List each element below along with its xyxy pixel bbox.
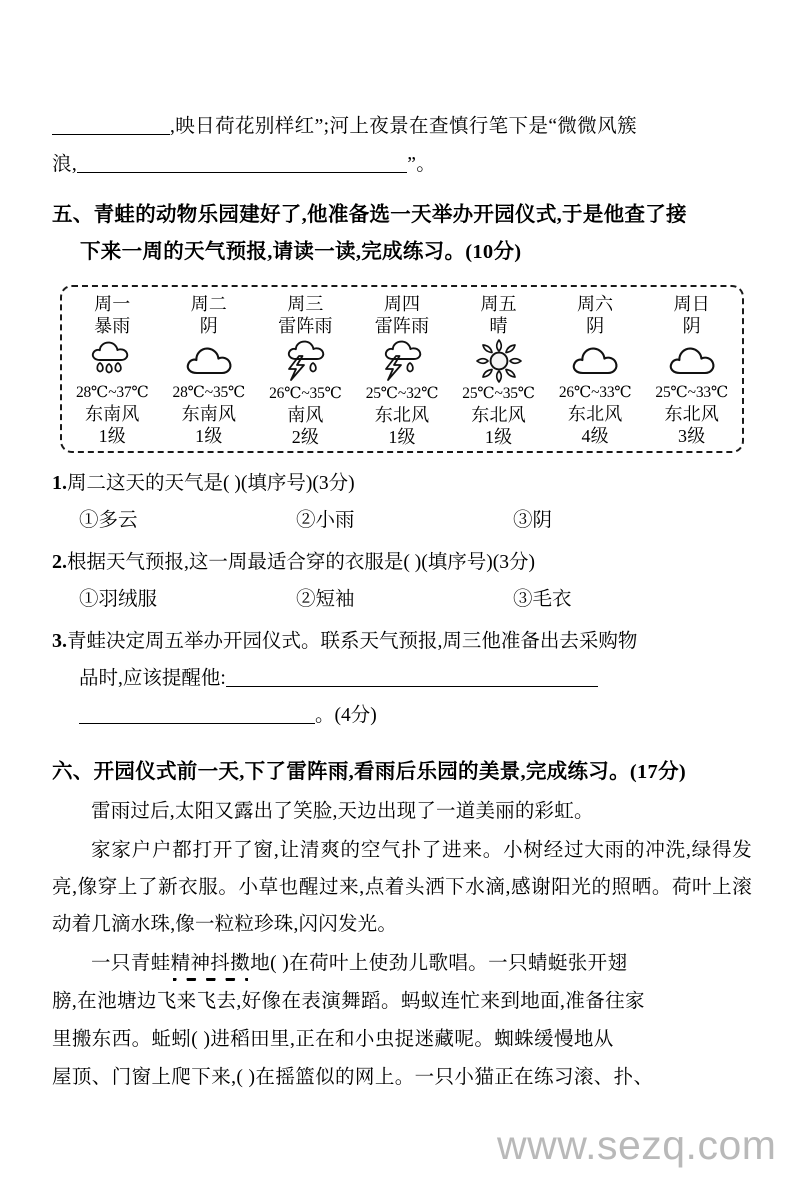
option-item[interactable]: ①羽绒服 <box>79 589 158 610</box>
weather-day-label: 周三 <box>287 294 324 314</box>
thunderstorm-icon <box>280 339 330 383</box>
question-1-options <box>52 502 752 539</box>
question-number: 2. <box>52 551 67 573</box>
weather-wind-level: 2级 <box>291 427 320 447</box>
question-1 <box>52 465 752 502</box>
question-3-answer-line-2 <box>52 697 752 734</box>
weather-temperature: 26℃~35℃ <box>269 385 342 402</box>
weather-day-column <box>450 293 547 447</box>
weather-day-label: 周五 <box>480 294 517 314</box>
question-stem: 周二这天的天气是( )(填序号)(3分) <box>67 473 355 494</box>
weather-wind-level: 1级 <box>195 426 223 446</box>
question-3 <box>52 623 752 660</box>
weather-day-column <box>547 293 644 447</box>
weather-day-label: 周一 <box>94 294 131 314</box>
fill-in-line-2 <box>52 146 752 184</box>
passage-paragraph-3-line-4: 屋顶、门窗上爬下来,( )在摇篮似的网上。一只小猫正在练习滚、扑、 <box>52 1067 654 1088</box>
weather-temperature: 28℃~35℃ <box>172 384 246 401</box>
weather-condition-label: 雷阵雨 <box>278 316 333 336</box>
answer-blank[interactable] <box>226 686 598 687</box>
question-number: 1. <box>52 472 67 494</box>
option-item[interactable]: ③阴 <box>513 510 553 531</box>
weather-wind-level: 3级 <box>678 426 706 446</box>
fill-in-line-1 <box>52 108 752 146</box>
sunny-icon <box>475 339 523 383</box>
cloudy-icon <box>569 339 621 382</box>
weather-condition-label: 阴 <box>586 316 605 336</box>
weather-wind-level: 1级 <box>388 427 416 447</box>
question-stem: 根据天气预报,这一周最适合穿的衣服是( )(填序号)(3分) <box>67 552 535 573</box>
passage-paragraph-3-line-1 <box>52 945 752 983</box>
weather-wind-direction: 东北风 <box>567 404 623 424</box>
section-five-heading <box>52 197 752 271</box>
weather-condition-label: 暴雨 <box>94 316 131 336</box>
weather-day-column <box>64 293 161 447</box>
weather-day-label: 周日 <box>673 294 710 314</box>
cloudy-icon <box>666 339 718 382</box>
weather-wind-level: 1级 <box>98 426 126 446</box>
fill-in-line-2-prefix: 浪, <box>52 154 78 175</box>
weather-day-column <box>161 293 258 447</box>
weather-day-label: 周四 <box>383 294 421 314</box>
passage-text-segment: 一只青蛙 <box>91 953 171 974</box>
rainstorm-icon <box>87 339 137 382</box>
weather-wind-direction: 东南风 <box>181 404 237 424</box>
section-five-heading-line1: 五、青蛙的动物乐园建好了,他准备选一天举办开园仪式,于是他查了接 <box>52 204 687 226</box>
weather-day-column <box>257 293 354 447</box>
weather-forecast-table <box>60 285 744 453</box>
question-3-answer-line-1 <box>52 660 752 697</box>
weather-wind-direction: 东北风 <box>471 405 526 425</box>
weather-wind-direction: 南风 <box>287 405 324 425</box>
weather-wind-level: 1级 <box>484 427 513 447</box>
site-watermark: www.sezq.com <box>497 1122 777 1168</box>
answer-blank[interactable] <box>52 134 170 135</box>
cloudy-icon <box>183 339 235 382</box>
answer-blank[interactable] <box>79 723 315 724</box>
question-3-score: 。(4分) <box>315 705 377 726</box>
answer-blank[interactable] <box>77 172 407 173</box>
weather-temperature: 25℃~35℃ <box>462 385 535 402</box>
weather-day-column <box>354 293 451 447</box>
weather-condition-label: 雷阵雨 <box>374 316 430 336</box>
question-2 <box>52 544 752 581</box>
option-item[interactable]: ②小雨 <box>296 510 355 531</box>
weather-temperature: 28℃~37℃ <box>75 384 149 401</box>
section-five-heading-line2: 下来一周的天气预报,请读一读,完成练习。(10分) <box>80 241 522 263</box>
fill-in-line-1-text: ,映日荷花别样红”;河上夜景在查慎行笔下是“微微风簇 <box>170 116 638 137</box>
passage-paragraph-1: 雷雨过后,太阳又露出了笑脸,天边出现了一道美丽的彩虹。 <box>91 801 594 822</box>
weather-wind-level: 4级 <box>581 426 609 446</box>
weather-day-label: 周二 <box>190 294 228 314</box>
passage-paragraph-3 <box>52 945 752 1097</box>
weather-condition-label: 阴 <box>682 316 701 336</box>
weather-day-column <box>643 293 740 447</box>
passage-paragraph-3-line-3: 里搬东西。蚯蚓( )进稻田里,正在和小虫捉迷藏呢。蜘蛛缓慢地从 <box>52 1029 614 1050</box>
thunderstorm-icon <box>377 339 427 383</box>
weather-temperature: 25℃~33℃ <box>655 384 729 401</box>
weather-wind-direction: 东北风 <box>664 404 720 424</box>
question-2-options <box>52 581 752 618</box>
fill-in-line-2-suffix: ”。 <box>407 154 437 175</box>
weather-wind-direction: 东北风 <box>374 405 430 425</box>
section-six-heading: 六、开园仪式前一天,下了雷阵雨,看雨后乐园的美景,完成练习。(17分) <box>52 761 687 783</box>
option-item[interactable]: ③毛衣 <box>513 589 572 610</box>
page-content <box>52 108 752 1097</box>
passage-paragraph-3-line-2: 膀,在池塘边飞来飞去,好像在表演舞蹈。蚂蚁连忙来到地面,准备往家 <box>52 991 645 1012</box>
passage-text-segment: 地( )在荷叶上使劲儿歌唱。一只蜻蜓张开翅 <box>250 953 628 974</box>
weather-temperature: 26℃~33℃ <box>558 384 632 401</box>
emphasized-phrase: 精神抖擞 <box>170 953 251 974</box>
question-number: 3. <box>52 630 67 652</box>
weather-condition-label: 晴 <box>489 316 508 336</box>
weather-day-label: 周六 <box>576 294 614 314</box>
option-item[interactable]: ①多云 <box>79 510 138 531</box>
question-stem-line1: 青蛙决定周五举办开园仪式。联系天气预报,周三他准备出去采购物 <box>67 631 638 652</box>
option-item[interactable]: ②短袖 <box>296 589 355 610</box>
weather-condition-label: 阴 <box>199 316 218 336</box>
weather-temperature: 25℃~32℃ <box>365 385 439 402</box>
question-stem-line2: 品时,应该提醒他: <box>79 668 226 689</box>
passage-paragraph-2: 家家户户都打开了窗,让清爽的空气扑了进来。小树经过大雨的冲洗,绿得发亮,像穿上了新衣服。小草也醒过来,点着头洒下水滴,感谢阳光的照晒。荷叶上滚动着几滴水珠,像一粒粒珍珠,闪闪发光。 <box>52 840 752 935</box>
weather-wind-direction: 东南风 <box>84 404 140 424</box>
